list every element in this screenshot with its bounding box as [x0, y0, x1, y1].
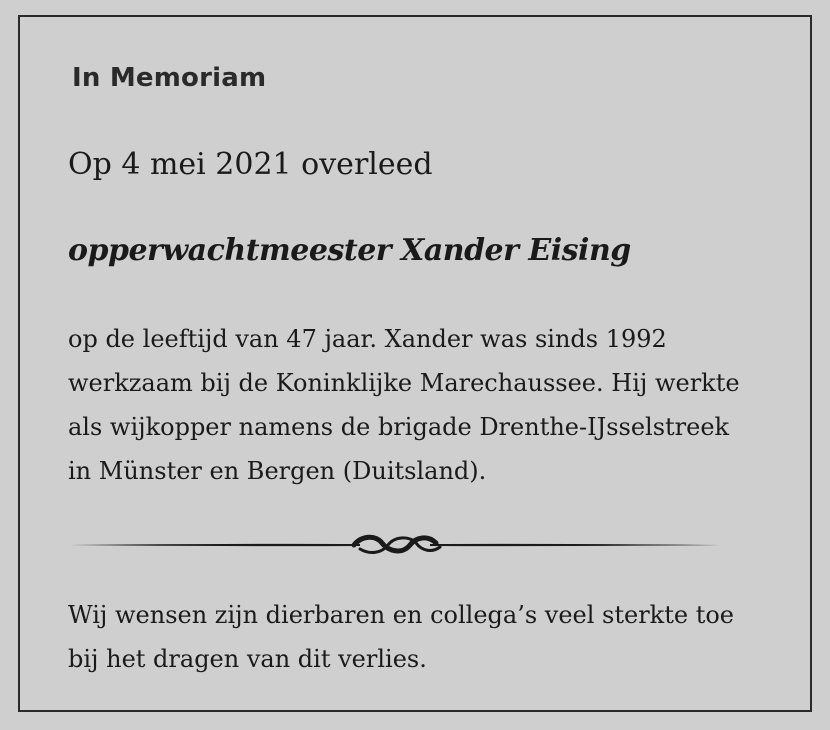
deceased-name: opperwachtmeester Xander Eising: [68, 233, 631, 268]
memorial-body: [68, 317, 788, 493]
body-line: werkzaam bij de Koninklijke Marechaussee. Hij werkte: [68, 369, 740, 397]
body-line: op de leeftijd van 47 jaar. Xander was sinds 1992: [68, 325, 667, 353]
closing-line: Wij wensen zijn dierbaren en collega’s veel sterkte toe: [68, 601, 734, 629]
ornamental-divider-icon: [70, 527, 720, 563]
memorial-closing: [68, 593, 788, 681]
memorial-lead: Op 4 mei 2021 overleed: [68, 147, 433, 182]
body-line: in Münster en Bergen (Duitsland).: [68, 457, 487, 485]
memorial-card: [18, 15, 812, 712]
closing-line: bij het dragen van dit verlies.: [68, 645, 427, 673]
memorial-heading: In Memoriam: [72, 63, 267, 93]
body-line: als wijkopper namens de brigade Drenthe-IJsselstreek: [68, 413, 730, 441]
